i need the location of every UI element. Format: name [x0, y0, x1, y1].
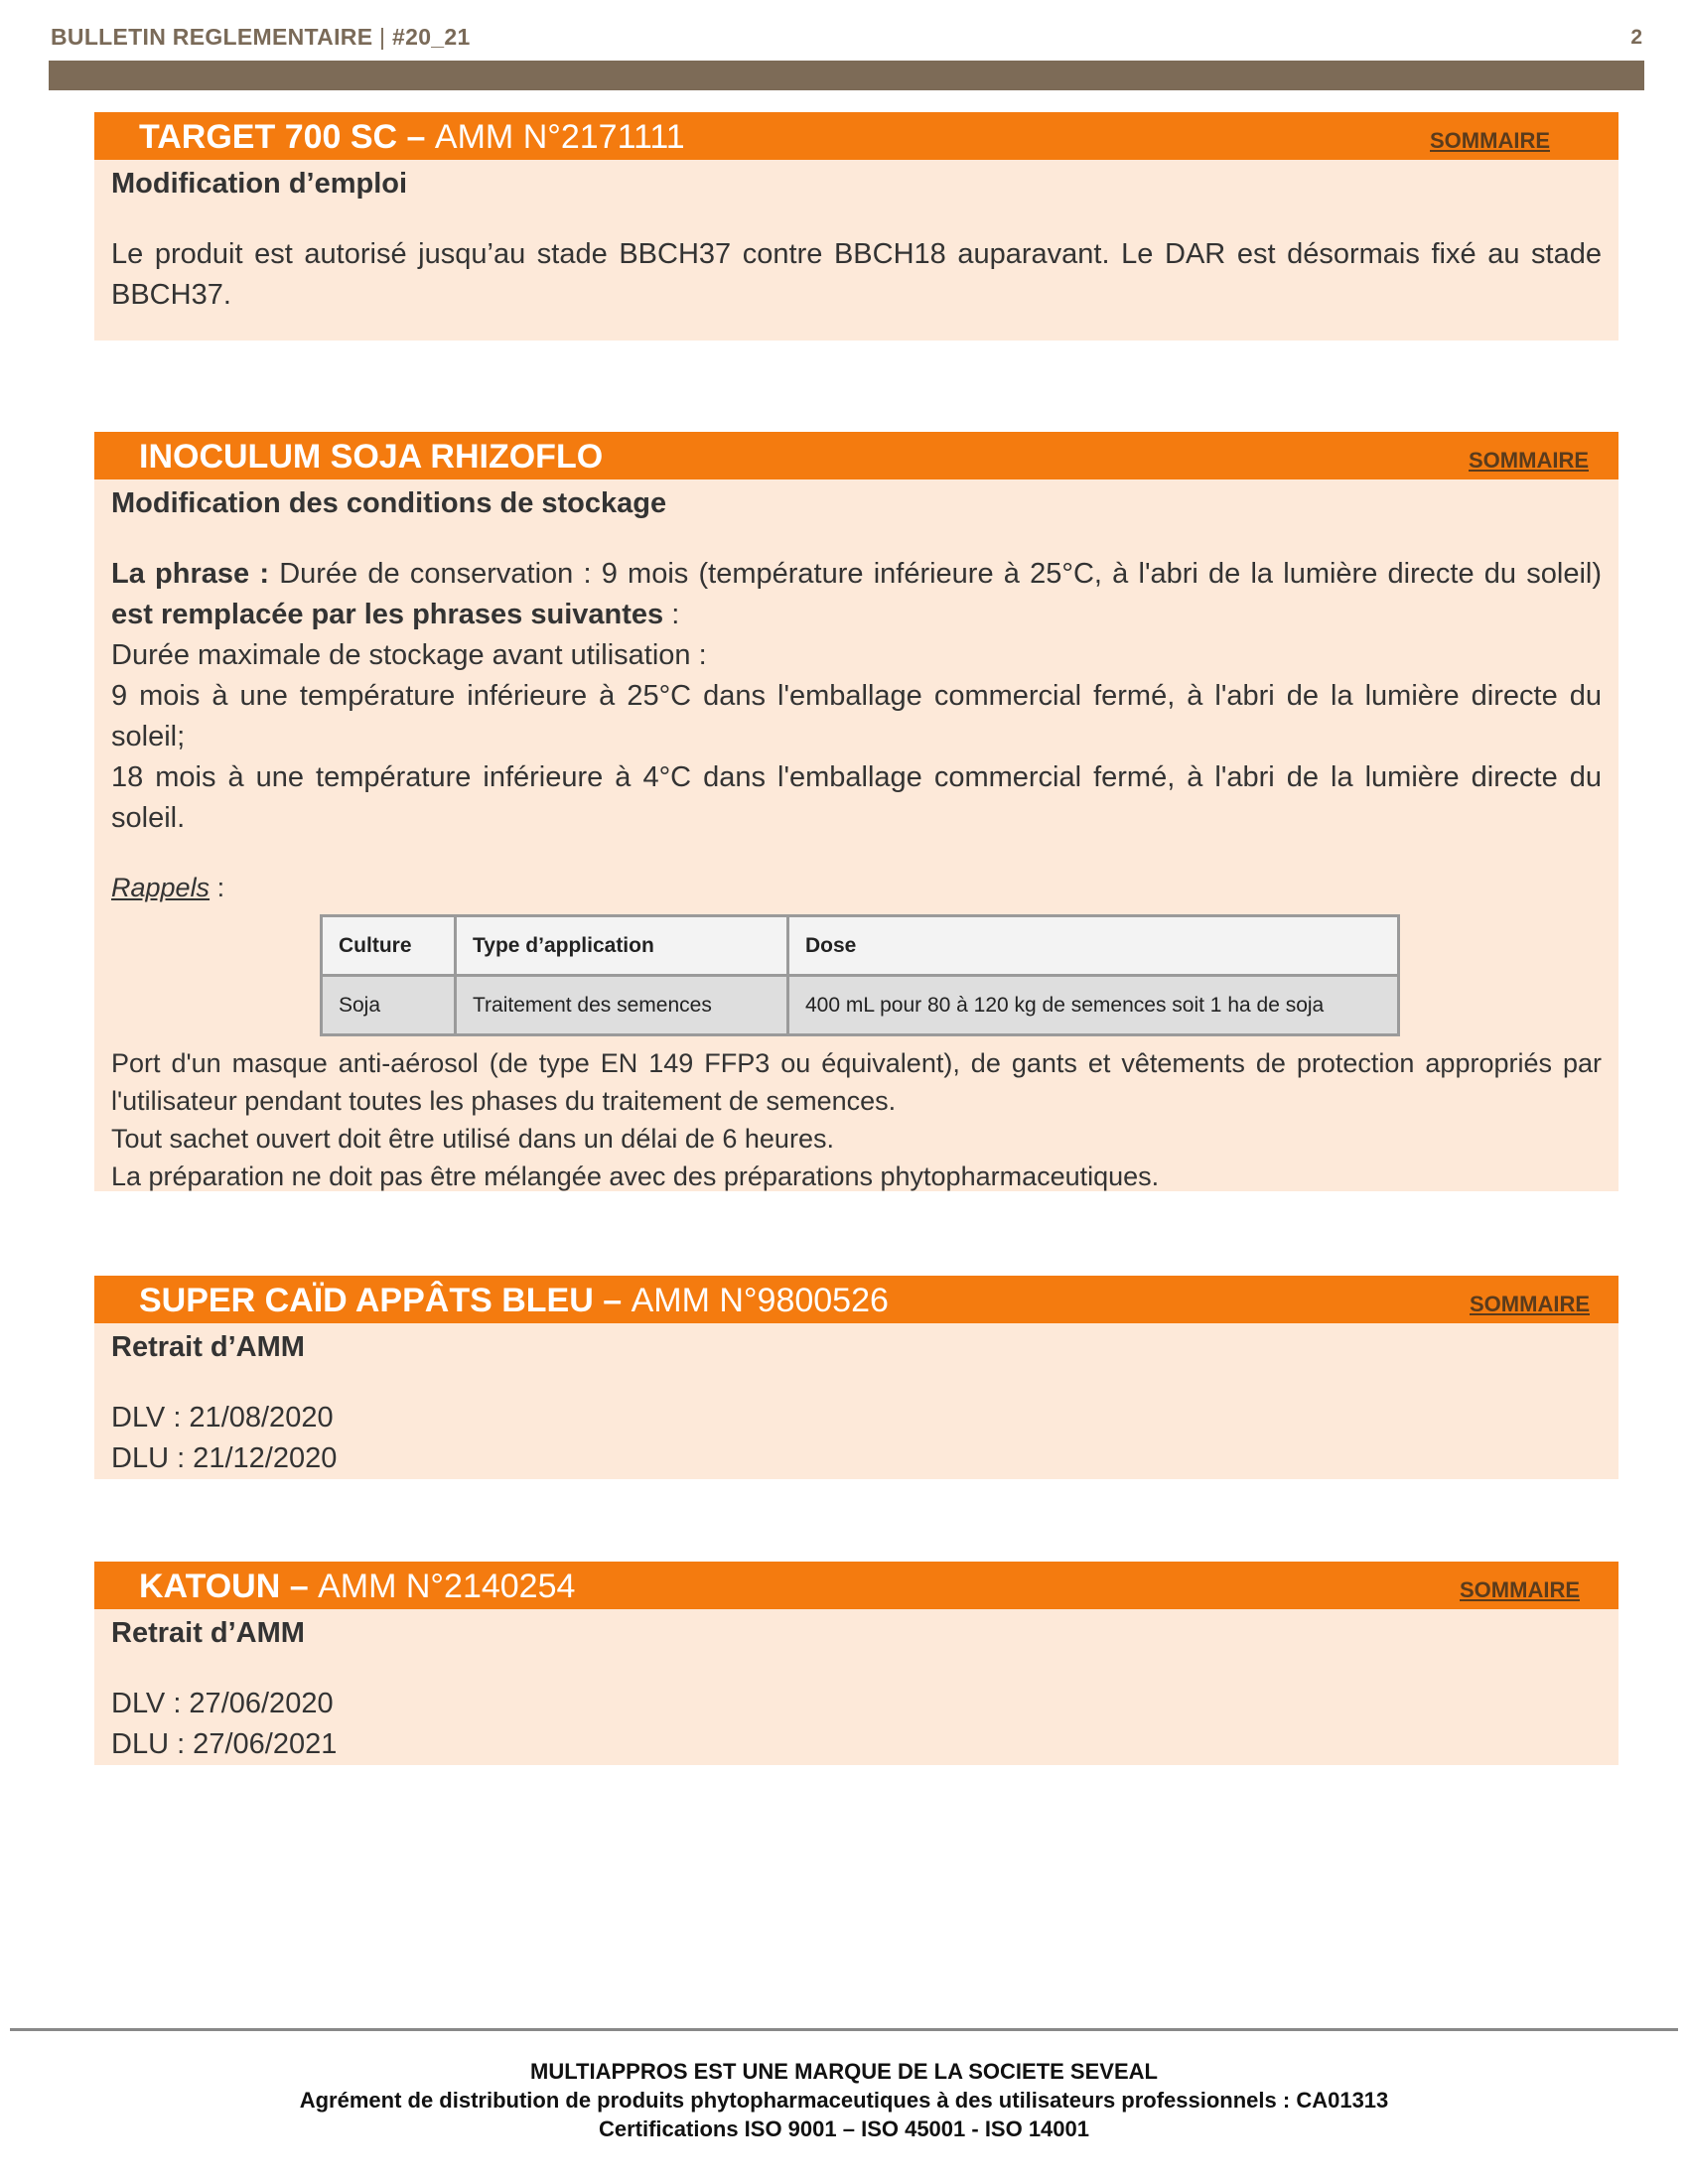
page-number: 2 — [1630, 26, 1642, 49]
table-row — [322, 976, 1399, 1035]
sommaire-link[interactable]: SOMMAIRE — [1470, 1292, 1590, 1316]
table-cell: Soja — [322, 976, 456, 1035]
section-super-caid-appats-bleu — [94, 1276, 1618, 1479]
table-header-cell: Type d’application — [456, 916, 788, 976]
section-header — [94, 1562, 1618, 1609]
table-header-cell: Culture — [322, 916, 456, 976]
rappels-label: Rappels — [111, 873, 211, 902]
section-body — [94, 1609, 1618, 1779]
rappels-table — [320, 914, 1400, 1036]
table-header-row — [322, 916, 1399, 976]
bulletin-issue: #20_21 — [392, 24, 471, 50]
note-melange: La préparation ne doit pas être mélangée avec des préparations phytopharmaceutiques. — [111, 1161, 1160, 1191]
phrase-text: Durée de conservation : 9 mois (température inférieure à 25°C, à l'abri de la lumière directe du soleil) — [269, 558, 1602, 590]
section-title — [139, 1568, 575, 1606]
amm-number: AMM N°2171111 — [434, 118, 685, 156]
section-body — [94, 160, 1618, 330]
section-subtitle: Retrait d’AMM — [111, 1617, 305, 1649]
storage-line-2: 9 mois à une température inférieure à 25°C dans l'emballage commercial fermé, à l'abri de la lumière directe du soleil; — [111, 680, 1602, 752]
section-title — [139, 438, 603, 477]
section-body — [94, 479, 1618, 1209]
rappels-colon: : — [210, 873, 225, 902]
section-inoculum-soja-rhizoflo — [94, 432, 1618, 1191]
section-title — [139, 1282, 889, 1320]
section-header — [94, 112, 1618, 160]
section-subtitle: Modification des conditions de stockage — [111, 487, 667, 519]
sommaire-link[interactable]: SOMMAIRE — [1460, 1577, 1580, 1602]
product-name: SUPER CAÏD APPÂTS BLEU — [139, 1282, 594, 1319]
replaced-label: est remplacée par les phrases suivantes — [111, 599, 664, 630]
bulletin-header — [51, 24, 471, 51]
section-header — [94, 1276, 1618, 1323]
replaced-colon: : — [663, 599, 680, 630]
dlv-date: DLV : 21/08/2020 — [111, 1402, 334, 1433]
storage-line-1: Durée maximale de stockage avant utilisation : — [111, 639, 707, 671]
footer-agrement: Agrément de distribution de produits phytopharmaceutiques à des utilisateurs professionnels : CA01313 — [299, 2088, 1389, 2113]
dlv-date: DLV : 27/06/2020 — [111, 1688, 334, 1719]
section-text: Le produit est autorisé jusqu’au stade BBCH37 contre BBCH18 auparavant. Le DAR est désormais fixé au stade BBCH37. — [111, 238, 1602, 311]
footer-divider — [10, 2028, 1678, 2031]
storage-line-3: 18 mois à une température inférieure à 4°C dans l'emballage commercial fermé, à l'abri de la lumière directe du soleil. — [111, 761, 1602, 834]
dlu-date: DLU : 27/06/2021 — [111, 1728, 338, 1760]
footer-certifications: Certifications ISO 9001 – ISO 45001 - ISO 14001 — [598, 2116, 1090, 2141]
title-dash: – — [593, 1282, 632, 1319]
section-target-700-sc — [94, 112, 1618, 341]
table-cell: Traitement des semences — [456, 976, 788, 1035]
sommaire-link[interactable]: SOMMAIRE — [1430, 128, 1550, 153]
section-body — [94, 1323, 1618, 1493]
dlu-date: DLU : 21/12/2020 — [111, 1442, 338, 1474]
rappels-heading — [111, 869, 1602, 906]
section-subtitle: Modification d’emploi — [111, 168, 408, 200]
note-protection: Port d'un masque anti-aérosol (de type EN 149 FFP3 ou équivalent), de gants et vêtements de protection appropriés par l'utilisateur pendant toutes les phases du traitement de semences. — [111, 1048, 1602, 1116]
section-header — [94, 432, 1618, 479]
product-name: TARGET 700 SC — [139, 118, 398, 156]
product-name: INOCULUM SOJA RHIZOFLO — [139, 438, 604, 476]
product-name: KATOUN — [139, 1568, 281, 1605]
phrase-label: La phrase : — [111, 558, 269, 590]
footer-brand: MULTIAPPROS EST UNE MARQUE DE LA SOCIETE SEVEAL — [530, 2059, 1158, 2084]
bulletin-title: BULLETIN REGLEMENTAIRE — [51, 24, 373, 50]
amm-number: AMM N°2140254 — [318, 1568, 576, 1605]
section-subtitle: Retrait d’AMM — [111, 1331, 305, 1363]
title-dash: – — [397, 118, 435, 156]
amm-number: AMM N°9800526 — [631, 1282, 889, 1319]
title-dash: – — [280, 1568, 319, 1605]
phrase-paragraph — [111, 554, 1602, 635]
sommaire-link[interactable]: SOMMAIRE — [1469, 448, 1589, 473]
header-separator: | — [379, 24, 386, 50]
table-header-cell: Dose — [788, 916, 1399, 976]
section-katoun — [94, 1562, 1618, 1765]
page-footer — [0, 2057, 1688, 2143]
note-sachet: Tout sachet ouvert doit être utilisé dans un délai de 6 heures. — [111, 1124, 834, 1154]
header-bar — [49, 61, 1644, 90]
section-title — [139, 118, 685, 157]
table-cell: 400 mL pour 80 à 120 kg de semences soit 1 ha de soja — [788, 976, 1399, 1035]
